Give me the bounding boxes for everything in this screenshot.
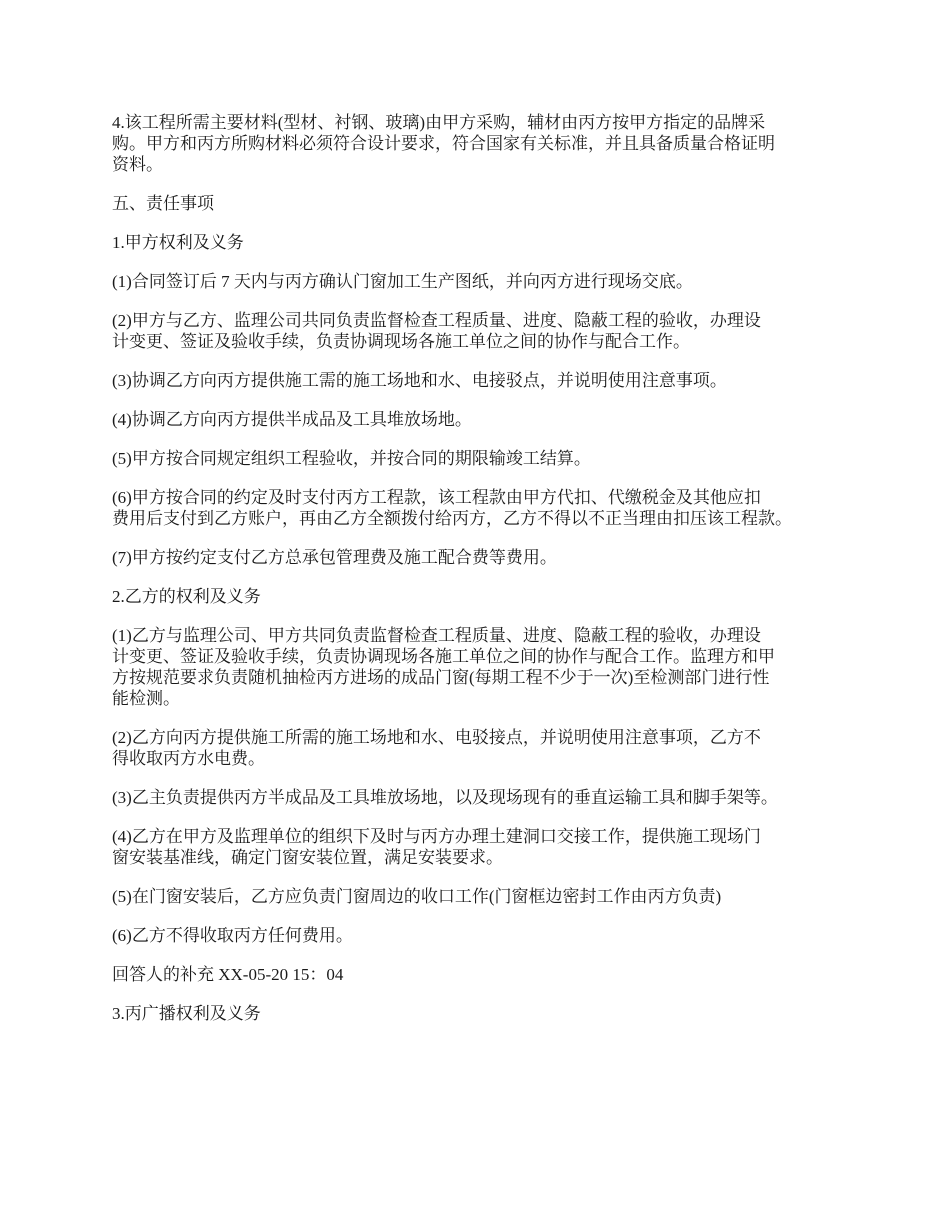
- subheading-party-b-rights: 2.乙方的权利及义务: [112, 587, 261, 606]
- paragraph-party-a-item-6: (6)甲方按合同的约定及时支付丙方工程款，该工程款由甲方代扣、代缴税金及其他应扣 费用后支付到乙方账户，再由乙方全额拨付给丙方，乙方不得以不正当理由扣压该工程款。: [112, 488, 792, 528]
- paragraph-party-b-item-1: (1)乙方与监理公司、甲方共同负责监督检查工程质量、进度、隐蔽工程的验收，办理设 计变更、签证及验收手续，负责协调现场各施工单位之间的协作与配合工作。监理方和甲 方按规范要求负责随机抽检丙方进场的成品门窗(每期工程不少于一次)至检测部门进行性 能检测。: [112, 626, 775, 708]
- paragraph-party-b-item-4: (4)乙方在甲方及监理单位的组织下及时与丙方办理土建洞口交接工作，提供施工现场门 窗安装基准线，确定门窗安装位置，满足安装要求。: [112, 827, 761, 867]
- paragraph-party-b-item-2: (2)乙方向丙方提供施工所需的施工场地和水、电驳接点，并说明使用注意事项，乙方不 得收取丙方水电费。: [112, 728, 761, 768]
- subheading-party-c-rights: 3.丙广播权利及义务: [112, 1004, 261, 1023]
- paragraph-party-a-item-7: (7)甲方按约定支付乙方总承包管理费及施工配合费等费用。: [112, 548, 557, 567]
- paragraph-materials-clause-4: 4.该工程所需主要材料(型材、衬钢、玻璃)由甲方采购，辅材由丙方按甲方指定的品牌采 购。甲方和丙方所购材料必须符合设计要求，符合国家有关标准，并且具备质量合格证明 资料。: [112, 113, 775, 174]
- paragraph-party-a-item-5: (5)甲方按合同规定组织工程验收，并按合同的期限输竣工结算。: [112, 449, 591, 468]
- paragraph-party-a-item-1: (1)合同签订后 7 天内与丙方确认门窗加工生产图纸，并向丙方进行现场交底。: [112, 272, 693, 291]
- subheading-party-a-rights: 1.甲方权利及义务: [112, 233, 244, 252]
- paragraph-party-a-item-2: (2)甲方与乙方、监理公司共同负责监督检查工程质量、进度、隐蔽工程的验收，办理设 计变更、签证及验收手续，负责协调现场各施工单位之间的协作与配合工作。: [112, 311, 761, 351]
- paragraph-party-b-item-6: (6)乙方不得收取丙方任何费用。: [112, 926, 353, 945]
- paragraph-party-b-item-3: (3)乙主负责提供丙方半成品及工具堆放场地，以及现场现有的垂直运输工具和脚手架等。: [112, 788, 778, 807]
- paragraph-party-b-item-5: (5)在门窗安装后，乙方应负责门窗周边的收口工作(门窗框边密封工作由丙方负责): [112, 887, 722, 906]
- answerer-supplement-note: 回答人的补充 XX-05-20 15：04: [112, 965, 344, 984]
- paragraph-party-a-item-4: (4)协调乙方向丙方提供半成品及工具堆放场地。: [112, 410, 472, 429]
- document-body: [112, 112, 852, 1042]
- section-heading-responsibilities: 五、责任事项: [112, 194, 214, 213]
- paragraph-party-a-item-3: (3)协调乙方向丙方提供施工需的施工场地和水、电接驳点，并说明使用注意事项。: [112, 371, 727, 390]
